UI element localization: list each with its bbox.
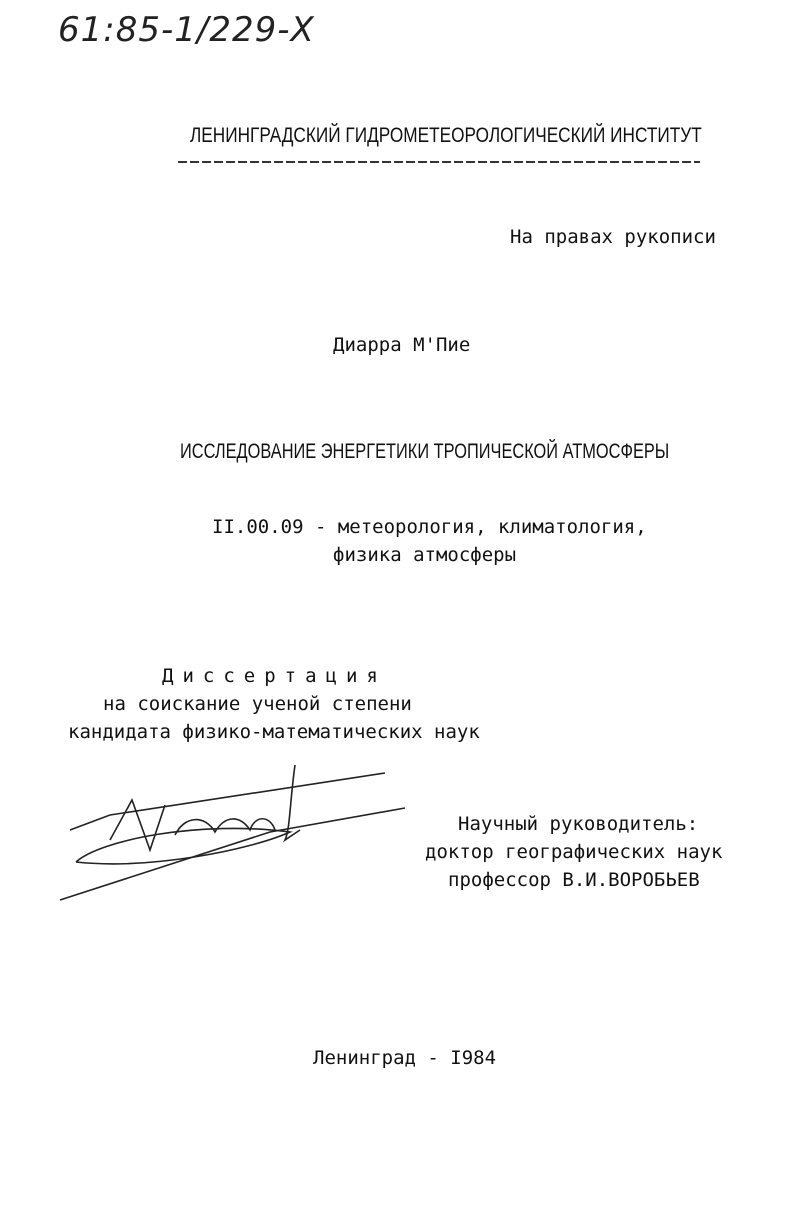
degree-heading: Диссертация — [162, 665, 387, 687]
place-year: Ленинград - I984 — [313, 1047, 497, 1069]
specialty-line1: II.00.09 - метеорология, климатология, — [212, 516, 647, 538]
manuscript-note: На правах рукописи — [510, 226, 716, 248]
supervisor-label: Научный руководитель: — [458, 813, 699, 835]
archive-code: 61:85-1/229-Х — [58, 10, 315, 50]
degree-line2: на соискание ученой степени — [103, 693, 412, 715]
specialty-line2: физика атмосферы — [333, 544, 517, 566]
degree-line3: кандидата физико-математических наук — [68, 721, 480, 743]
dissertation-title: ИССЛЕДОВАНИЕ ЭНЕРГЕТИКИ ТРОПИЧЕСКОЙ АТМОСФЕРЫ — [180, 440, 670, 463]
signature-mark — [60, 765, 405, 900]
author-name: Диарра М'Пие — [333, 334, 471, 356]
supervisor-degree: доктор географических наук — [425, 841, 723, 863]
supervisor-name: профессор В.И.ВОРОБЬЕВ — [448, 869, 700, 891]
institute-name: ЛЕНИНГРАДСКИЙ ГИДРОМЕТЕОРОЛОГИЧЕСКИЙ ИНСТИТУТ — [190, 124, 702, 147]
